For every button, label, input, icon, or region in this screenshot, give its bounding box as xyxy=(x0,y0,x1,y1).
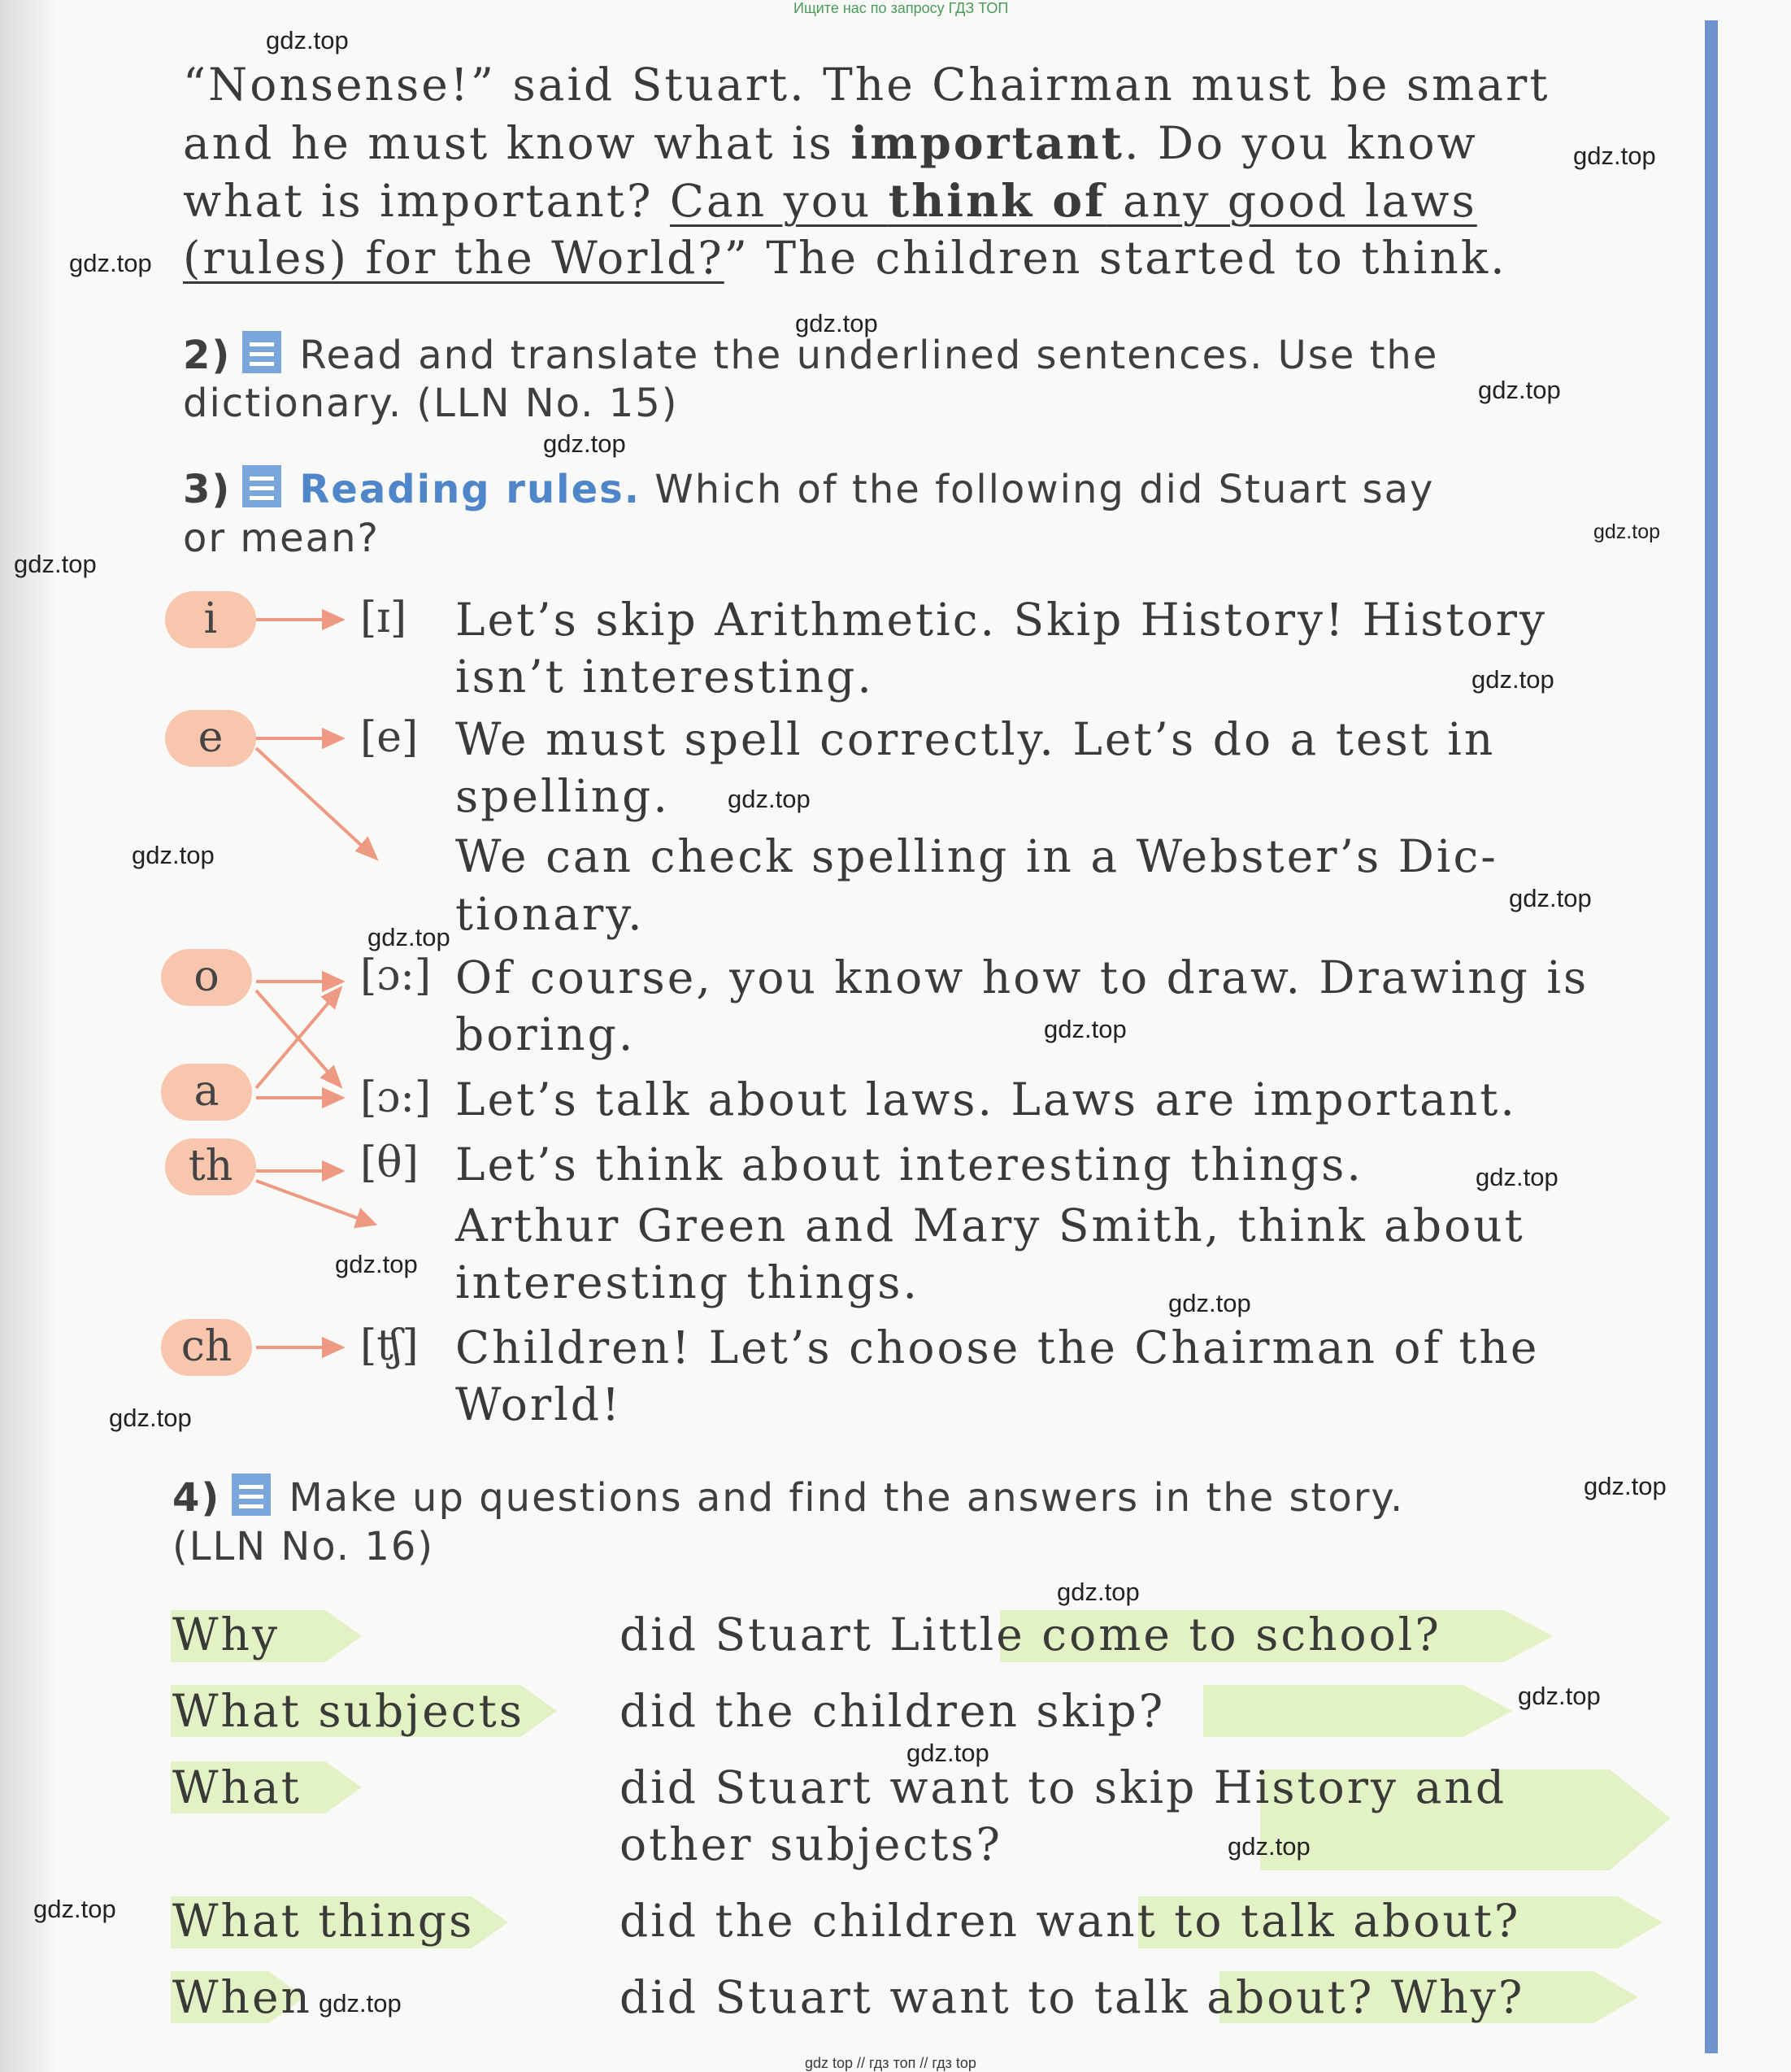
task-4-line-2: (LLN No. 16) xyxy=(172,1524,435,1569)
task-3-line-1: 3) Reading rules. Which of the following did Stuart say xyxy=(183,467,1435,512)
watermark: gdz.top xyxy=(1168,1289,1251,1317)
rule-e-line-3: We can check spelling in a Webster’s Dic- xyxy=(455,830,1498,882)
rule-th-line-3: interesting things. xyxy=(455,1256,919,1308)
ipa-ch: [ʧ] xyxy=(360,1321,419,1370)
rule-e-line-1: We must spell correctly. Let’s do a test in xyxy=(455,713,1496,765)
rule-th-line-2: Arthur Green and Mary Smith, think about xyxy=(455,1199,1525,1251)
question-word: What subjects xyxy=(172,1685,524,1737)
watermark: gdz.top xyxy=(543,429,626,458)
question-rest: did Stuart want to skip History and xyxy=(619,1761,1507,1813)
watermark: gdz.top xyxy=(1573,141,1656,170)
passage-line-3: what is important? Can you think of any good laws xyxy=(183,174,1477,227)
ipa-o: [ɔ:] xyxy=(360,951,432,1000)
rule-e-line-2: spelling. xyxy=(455,770,670,822)
rule-o-line-1: Of course, you know how to draw. Drawing is xyxy=(455,951,1589,1003)
watermark: gdz.top xyxy=(1476,1163,1558,1191)
watermark: gdz.top xyxy=(266,26,349,54)
watermark: gdz.top xyxy=(1057,1578,1140,1606)
ipa-i: [ɪ] xyxy=(360,594,407,642)
letter-bubble-th: th xyxy=(165,1138,256,1195)
task-4-line-1: 4) Make up questions and find the answers in the story. xyxy=(172,1475,1405,1521)
watermark: gdz.top xyxy=(1509,884,1592,912)
watermark: gdz.top xyxy=(367,923,450,951)
task-3-line-2: or mean? xyxy=(183,516,380,561)
watermark: gdz.top xyxy=(728,785,811,813)
watermark: gdz.top xyxy=(109,1404,192,1432)
question-word: What xyxy=(172,1761,302,1813)
watermark: gdz.top xyxy=(69,249,152,277)
header-note: Ищите нас по запросу ГДЗ ТОП xyxy=(793,0,1009,16)
rule-e-line-4: tionary. xyxy=(455,888,645,940)
task-2-line-2: dictionary. (LLN No. 15) xyxy=(183,381,679,426)
watermark: gdz.top xyxy=(319,1989,402,2018)
question-word: Why xyxy=(172,1608,280,1661)
watermark: gdz.top xyxy=(1478,376,1561,404)
letter-bubble-ch: ch xyxy=(161,1319,252,1376)
passage-line-1: “Nonsense!” said Stuart. The Chairman must be smart xyxy=(183,59,1550,111)
letter-bubble-e: e xyxy=(165,710,256,767)
question-word: When xyxy=(172,1971,312,2023)
passage-line-2: and he must know what is important. Do you know xyxy=(183,116,1478,169)
watermark: gdz.top xyxy=(14,550,97,578)
book-icon xyxy=(242,331,281,373)
watermark: gdz.top xyxy=(1044,1015,1127,1043)
watermark: gdz.top xyxy=(1584,1472,1667,1500)
ipa-e: [e] xyxy=(360,713,419,762)
watermark: gdz.top xyxy=(1593,520,1661,543)
book-icon xyxy=(242,465,281,507)
question-rest: did Stuart Little come to school? xyxy=(619,1608,1441,1661)
question-rest-cont: other subjects? xyxy=(619,1818,1003,1870)
letter-bubble-o: o xyxy=(161,949,252,1006)
question-rest: did Stuart want to talk about? Why? xyxy=(619,1971,1525,2023)
watermark: gdz.top xyxy=(1471,665,1554,694)
watermark: gdz.top xyxy=(906,1739,989,1767)
ipa-a: [ɔ:] xyxy=(360,1073,432,1122)
watermark: gdz.top xyxy=(33,1895,116,1923)
question-rest: did the children want to talk about? xyxy=(619,1895,1521,1947)
watermark: gdz.top xyxy=(795,309,878,337)
rule-i-line-2: isn’t interesting. xyxy=(455,651,874,703)
letter-bubble-a: a xyxy=(161,1064,252,1121)
task-2-line-1: 2) Read and translate the underlined sentences. Use the xyxy=(183,333,1439,378)
book-icon xyxy=(232,1473,271,1516)
rule-th-line-1: Let’s think about interesting things. xyxy=(455,1138,1363,1191)
rule-o-line-2: boring. xyxy=(455,1008,636,1060)
question-word: What things xyxy=(172,1895,475,1947)
highlight-answer-2 xyxy=(1203,1685,1512,1737)
letter-bubble-i: i xyxy=(165,591,256,648)
rule-ch-line-2: World! xyxy=(455,1378,623,1430)
rule-ch-line-1: Children! Let’s choose the Chairman of the xyxy=(455,1321,1540,1373)
question-rest: did the children skip? xyxy=(619,1685,1166,1737)
watermark: gdz.top xyxy=(335,1250,418,1278)
footer-note: gdz top // гдз топ // гдз top xyxy=(805,2055,976,2071)
rule-a-line-1: Let’s talk about laws. Laws are important. xyxy=(455,1073,1517,1125)
watermark: gdz.top xyxy=(1228,1832,1311,1861)
rule-arrows xyxy=(256,612,376,1356)
ipa-th: [θ] xyxy=(360,1138,419,1187)
watermark: gdz.top xyxy=(1518,1682,1601,1710)
rule-i-line-1: Let’s skip Arithmetic. Skip History! History xyxy=(455,594,1548,646)
passage-line-4: (rules) for the World?” The children started to think. xyxy=(183,232,1507,284)
watermark: gdz.top xyxy=(132,841,215,869)
